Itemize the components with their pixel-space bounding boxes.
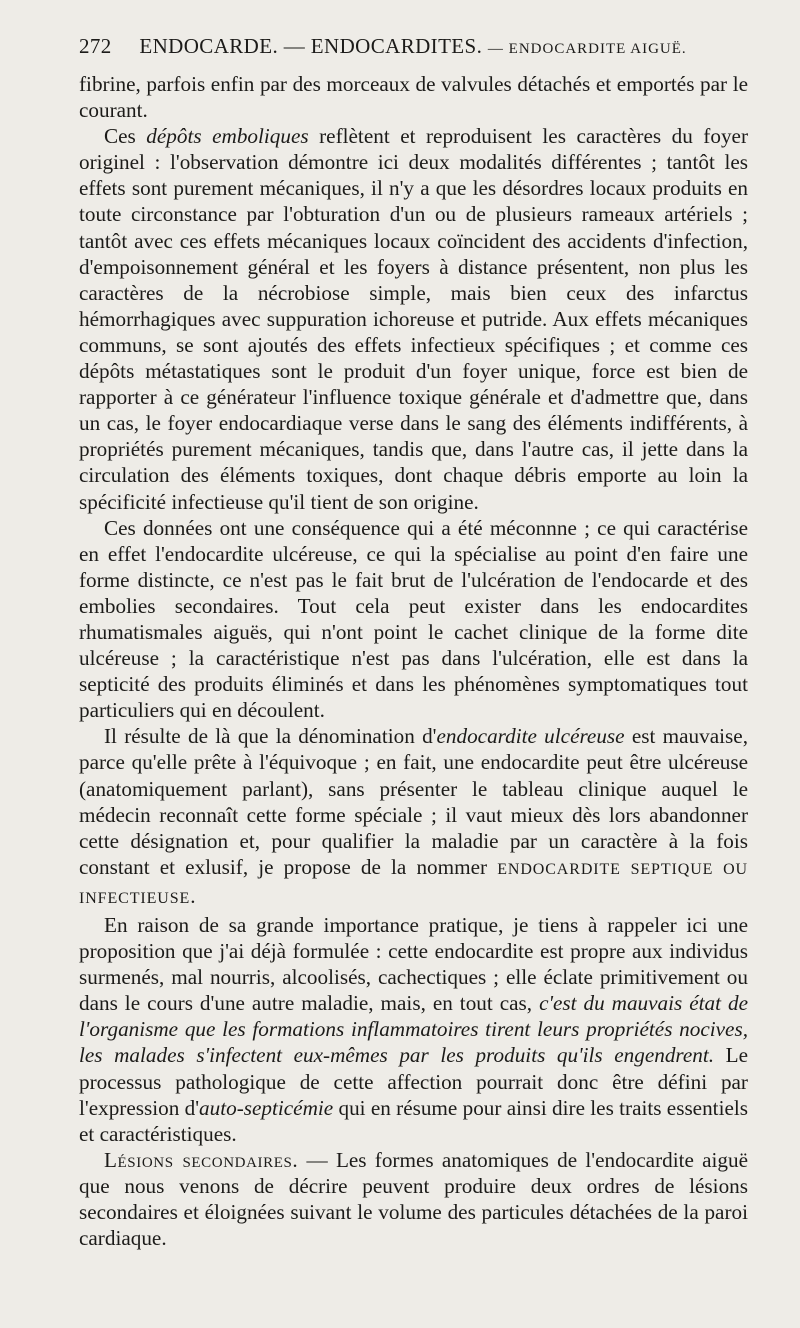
- text-run: — Les formes anatomiques de l'endocardite aiguë que nous venons de décrire peuvent produire deux ordres de lésions secondaires et éloignées suivant le volume des particules détachées de la paroi cardiaque.: [79, 1147, 749, 1251]
- paragraph-importance: [79, 912, 748, 1147]
- text-run: Il résulte de là que la dénomination d': [104, 724, 437, 749]
- section-heading: Lésions secondaires.: [104, 1147, 299, 1172]
- paragraph-lesions-secondaires: [79, 1147, 748, 1251]
- text-run: Le processus pathologique de cette affection pourrait donc être défini par l'expression d': [79, 1043, 748, 1120]
- italic-term: endocardite ulcéreuse: [436, 724, 625, 749]
- paragraph-continuation: fibrine, parfois enfin par des morceaux de valvules détachés et emportés par le courant.: [79, 72, 748, 123]
- text-run: reflètent et reproduisent les caractères du foyer originel : l'observation démontre ici deux modalités différentes ; tantôt les effets sont purement mécaniques, il n'y a que les désordres locaux produits en toute circonstance par l'obturation d'un ou de plusieurs rameaux artériels ; tantôt avec ces effets mécaniques locaux coïncident des accidents d'infection, d'empoisonnement général et les foyers à distance présentent, non plus les caractères de la nécrobiose simple, mais bien ceux des infarctus hémorrhagiques avec suppuration ichoreuse et putride. Aux effets mécaniques communs, se sont ajoutés des effets infectieux spécifiques ; et comme ces dépôts métastatiques sont le produit d'un foyer unique, force est bien de rapporter à ce générateur l'influence toxique générale et d'admettre que, dans un cas, le foyer endocardiaque verse dans le sang des éléments indifférents, à propriétés purement mécaniques, tandis que, dans l'autre cas, il jette dans la circulation des éléments toxiques, dont chaque débris emporte au loin la spécificité infectieuse qu'il tient de son origine.: [79, 124, 749, 514]
- header-subtitle: — ENDOCARDITE AIGUË.: [487, 41, 687, 57]
- small-caps-term: ENDOCARDITE SEPTIQUE OU INFECTIEUSE: [79, 860, 748, 907]
- paragraph-depots-emboliques: [79, 123, 748, 514]
- running-header: [79, 34, 779, 59]
- text-run: est mauvaise, parce qu'elle prête à l'équivoque ; en fait, une endocardite peut être ulcéreuse (anatomiquement parlant), sans présenter le tableau clinique auquel le médecin reconnaît cette forme spéciale ; il vaut mieux dès lors abandonner cette désignation et, pour qualifier la maladie par un caractère à la fois constant et exlusif, je propose de la nommer: [79, 724, 748, 879]
- text-run: .: [190, 883, 196, 908]
- italic-term: dépôts emboliques: [146, 124, 309, 149]
- text-run: qui en résume pour ainsi dire les traits essentiels et caractéristiques.: [79, 1095, 748, 1146]
- paragraph-consequence: Ces données ont une conséquence qui a été méconnne ; ce qui caractérise en effet l'endocardite ulcéreuse, ce qui la spécialise au point d'en faire une forme distincte, ce n'est pas le fait brut de l'ulcération de l'endocarde et des embolies secondaires. Tout cela peut exister dans les endocardites rhumatismales aiguës, qui n'ont point le cachet clinique de la forme dite ulcéreuse ; la caractéristique n'est pas dans l'ulcération, elle est dans la septicité des produits éliminés et dans les phénomènes symptomatiques tout particuliers qui en découlent.: [79, 515, 748, 723]
- italic-passage: c'est du mauvais état de l'organisme que les formations inflammatoires tirent leurs propriétés nocives, les malades s'infectent eux-mêmes par les produits qu'ils engendrent.: [79, 991, 748, 1068]
- text-run: En raison de sa grande importance pratique, je tiens à rappeler ici une proposition que j'ai déjà formulée : cette endocardite est propre aux individus surmenés, mal nourris, alcoolisés, cachectiques ; elle éclate primitivement ou dans le cours d'une autre maladie, mais, en tout cas,: [79, 913, 748, 1016]
- text-run: Ces: [104, 124, 147, 149]
- body-text: [79, 71, 748, 1251]
- page-number: 272: [79, 34, 112, 58]
- paragraph-denomination: [79, 723, 748, 912]
- italic-term: auto-septicémie: [199, 1095, 334, 1120]
- header-title: ENDOCARDE. — ENDOCARDITES.: [139, 34, 483, 58]
